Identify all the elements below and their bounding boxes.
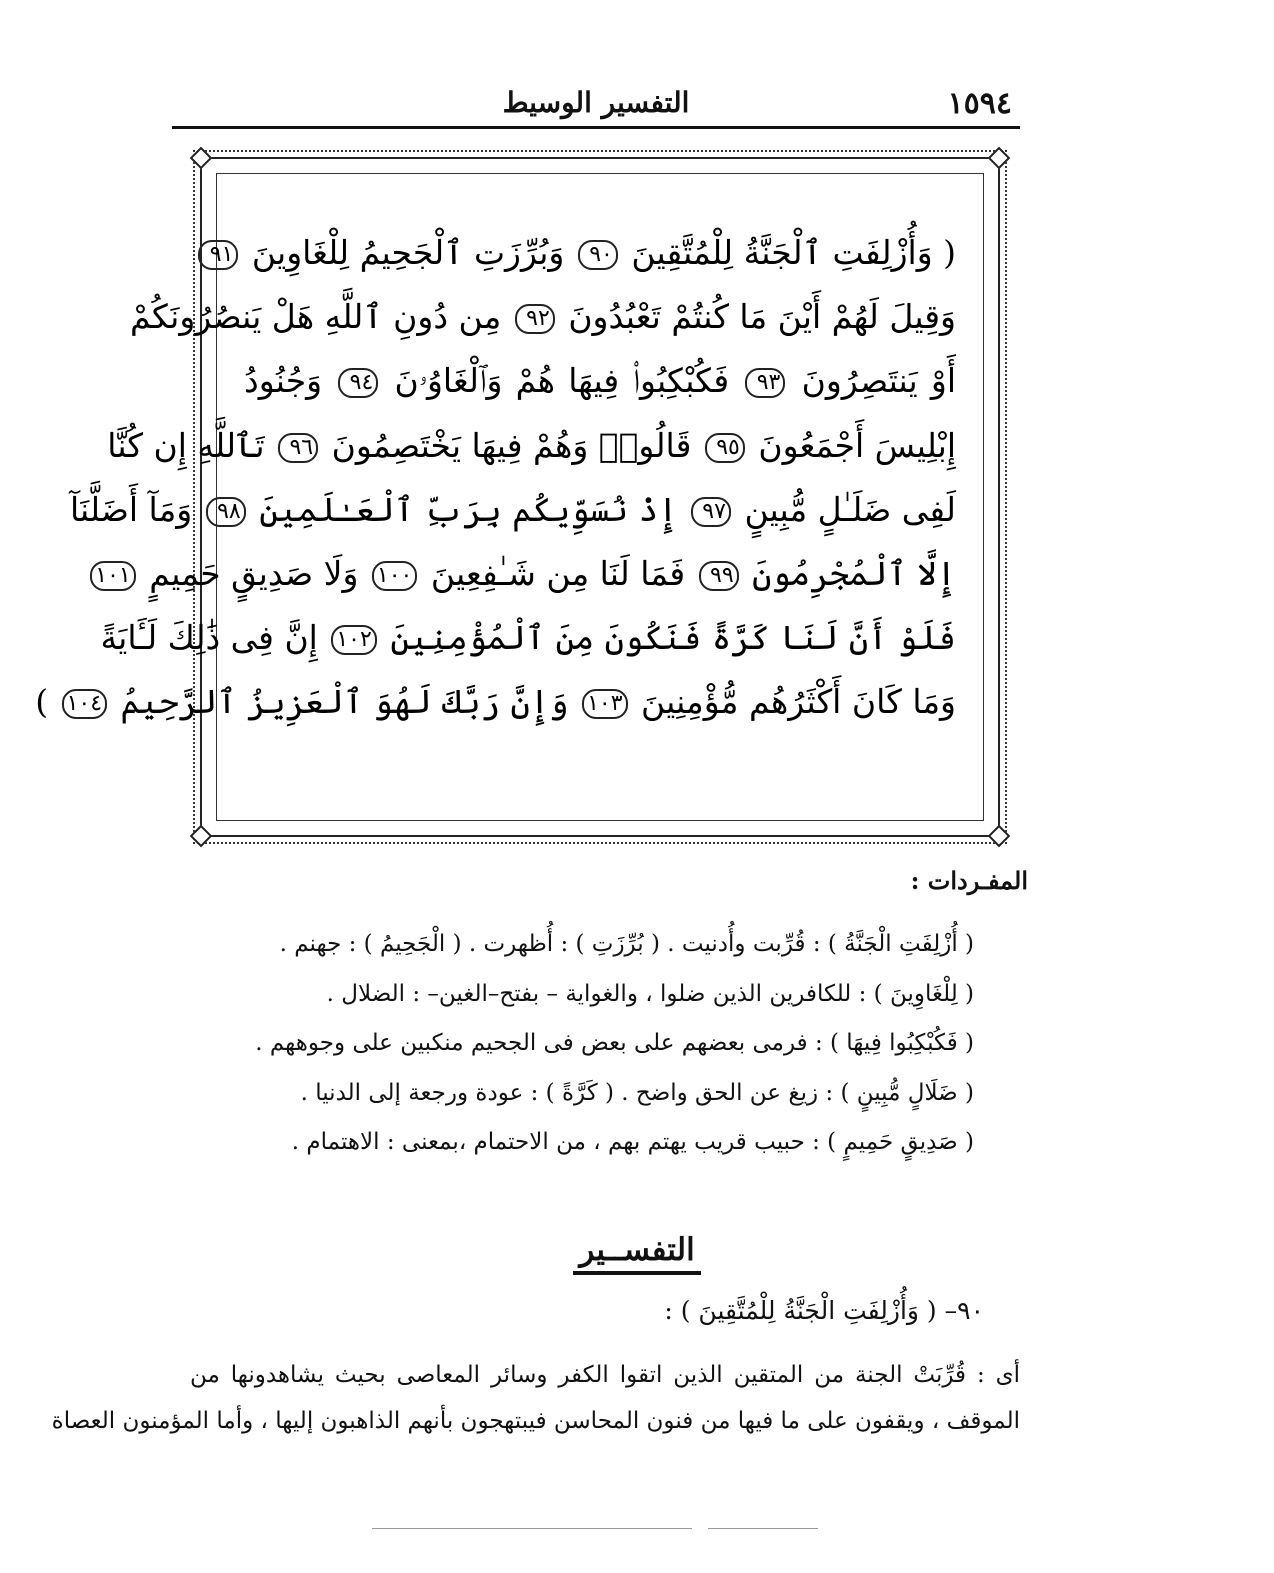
verse-line bbox=[209, 221, 956, 285]
verse-segment: قَالُوا۟ وَهُمْ فِيهَا يَخْتَصِمُونَ bbox=[331, 425, 692, 465]
tafsir-body bbox=[51, 1352, 1020, 1444]
verse-segment: إِذْ نُسَوِّيكُم بِرَبِّ ٱلْعَـٰلَمِينَ bbox=[259, 489, 678, 529]
ayah-number-marker: ١٠٤ bbox=[62, 689, 107, 719]
page-number: ١٥٩٤ bbox=[947, 86, 1012, 121]
ayah-number-marker: ١٠٢ bbox=[331, 625, 376, 655]
quran-verses bbox=[35, 221, 956, 735]
ayah-number-marker: ٩٠ bbox=[578, 240, 618, 270]
verse-segment: وَقِيلَ لَهُمْ أَيْنَ مَا كُنتُمْ تَعْبُدُونَ bbox=[568, 297, 956, 337]
footer-rule bbox=[372, 1528, 692, 1529]
book-title: التفسير الوسيط bbox=[502, 86, 690, 119]
verse-line bbox=[107, 414, 956, 478]
header-divider bbox=[172, 126, 1020, 129]
tafsir-body-line: الموقف ، ويقفون على ما فيها من فنون المحاسن فيبتهجون بأنهم الذاهبون إليها ، وأما المؤمنون العصاة bbox=[51, 1408, 1020, 1434]
ayah-number-marker: ١٠٠ bbox=[372, 561, 417, 591]
verse-line bbox=[100, 606, 956, 670]
tafsir-heading bbox=[0, 1232, 1274, 1275]
verse-line bbox=[35, 670, 956, 734]
verse-segment: فَمَا لَنَا مِن شَـٰفِعِينَ bbox=[430, 554, 686, 594]
verse-segment: فَلَوْ أَنَّ لَنَا كَرَّةً فَنَكُونَ مِنَ ٱلْمُؤْمِنِينَ bbox=[390, 618, 956, 658]
verse-segment: إِلَّا ٱلْمُجْرِمُونَ bbox=[752, 554, 956, 594]
frame-corner-ornament bbox=[988, 147, 1011, 170]
frame-corner-ornament bbox=[988, 825, 1011, 848]
verse-segment: ) bbox=[35, 682, 49, 722]
ayah-number-marker: ١٠٣ bbox=[582, 689, 627, 719]
verse-line bbox=[130, 285, 956, 349]
ayah-number-marker: ٩٨ bbox=[206, 497, 246, 527]
verse-segment: وَلَا صَدِيقٍ حَمِيمٍ bbox=[149, 554, 359, 594]
frame-corner-ornament bbox=[190, 147, 213, 170]
vocabulary-item: ( لِلْغَاوِينَ ) : للكافرين الذين ضلوا ، والغواية – بفتح–الغين– : الضلال . bbox=[326, 980, 974, 1007]
footer-rule bbox=[708, 1528, 818, 1529]
vocabulary-item: ( أُزْلِفَتِ الْجَنَّةُ ) : قُرِّبت وأُدنيت . ( بُرِّزَتِ ) : أُظهرت . ( الْجَحِيمُ ) : جهنم . bbox=[279, 931, 974, 957]
tafsir-verse-reference: ٩٠– ( وَأُزْلِفَتِ الْجَنَّةُ لِلْمُتَّقِينَ ) : bbox=[664, 1296, 984, 1325]
verse-frame bbox=[35, 157, 1000, 837]
page-header bbox=[172, 86, 1020, 124]
verse-segment: وَمَآ أَضَلَّنَآ bbox=[69, 489, 193, 529]
verse-segment: أَوْ يَنتَصِرُونَ bbox=[801, 361, 956, 401]
tafsir-heading-text: التفســير bbox=[573, 1232, 700, 1275]
verse-segment: وَبُرِّزَتِ ٱلْجَحِيمُ لِلْغَاوِينَ bbox=[251, 233, 565, 272]
verse-line bbox=[95, 542, 956, 606]
ayah-number-marker: ١٠١ bbox=[90, 561, 135, 591]
verse-line bbox=[244, 349, 956, 413]
verse-segment: ( وَأُزْلِفَتِ ٱلْجَنَّةُ لِلْمُتَّقِينَ bbox=[631, 233, 956, 272]
frame-corner-ornament bbox=[190, 825, 213, 848]
ayah-number-marker: ٩٥ bbox=[705, 433, 745, 463]
verse-line bbox=[69, 478, 956, 542]
vocabulary-item: ( ضَلَالٍ مُّبِينٍ ) : زيغ عن الحق واضح . ( كَرَّةً ) : عودة ورجعة إلى الدنيا . bbox=[300, 1079, 974, 1106]
ayah-number-marker: ٩١ bbox=[198, 240, 238, 270]
verse-segment: مِن دُونِ ٱللَّهِ هَلْ يَنصُرُونَكُمْ bbox=[130, 297, 502, 337]
vocabulary-item: ( صَدِيقٍ حَمِيمٍ ) : حبيب قريب يهتم بهم ، من الاحتمام ،بمعنى : الاهتمام . bbox=[291, 1129, 974, 1155]
vocabulary-title: المفـردات : bbox=[910, 866, 1028, 895]
verse-segment: وَجُنُودُ bbox=[244, 361, 323, 401]
verse-segment: إِبْلِيسَ أَجْمَعُونَ bbox=[758, 425, 956, 465]
verse-segment: فَكُبْكِبُوا۟ فِيهَا هُمْ وَٱلْغَاوُۥنَ bbox=[394, 361, 730, 401]
verse-segment: إِنَّ فِى ذَٰلِكَ لَـَٔايَةً bbox=[100, 618, 318, 658]
vocabulary-list bbox=[220, 920, 974, 1168]
ayah-number-marker: ٩٣ bbox=[745, 368, 785, 398]
verse-segment: تَٱللَّهِ إِن كُنَّا bbox=[107, 425, 265, 465]
ayah-number-marker: ٩٩ bbox=[699, 561, 739, 591]
verse-segment: وَمَا كَانَ أَكْثَرُهُم مُّؤْمِنِينَ bbox=[641, 682, 956, 722]
ayah-number-marker: ٩٢ bbox=[515, 304, 555, 334]
tafsir-body-line: أى : قُرِّبَتْ الجنة من المتقين الذين اتقوا الكفر وسائر المعاصى بحيث يشاهدونها من bbox=[190, 1362, 1020, 1388]
verse-segment: لَفِى ضَلَـٰلٍ مُّبِينٍ bbox=[744, 489, 956, 529]
ayah-number-marker: ٩٧ bbox=[691, 497, 731, 527]
verse-segment: وَإِنَّ رَبَّكَ لَهُوَ ٱلْعَزِيزُ ٱلرَّحِيمُ bbox=[120, 682, 569, 722]
vocabulary-item: ( فَكُبْكِبُوا فِيهَا ) : فرمى بعضهم على بعض فى الجحيم منكبين على وجوههم . bbox=[255, 1030, 974, 1056]
ayah-number-marker: ٩٤ bbox=[338, 368, 378, 398]
ayah-number-marker: ٩٦ bbox=[278, 433, 318, 463]
